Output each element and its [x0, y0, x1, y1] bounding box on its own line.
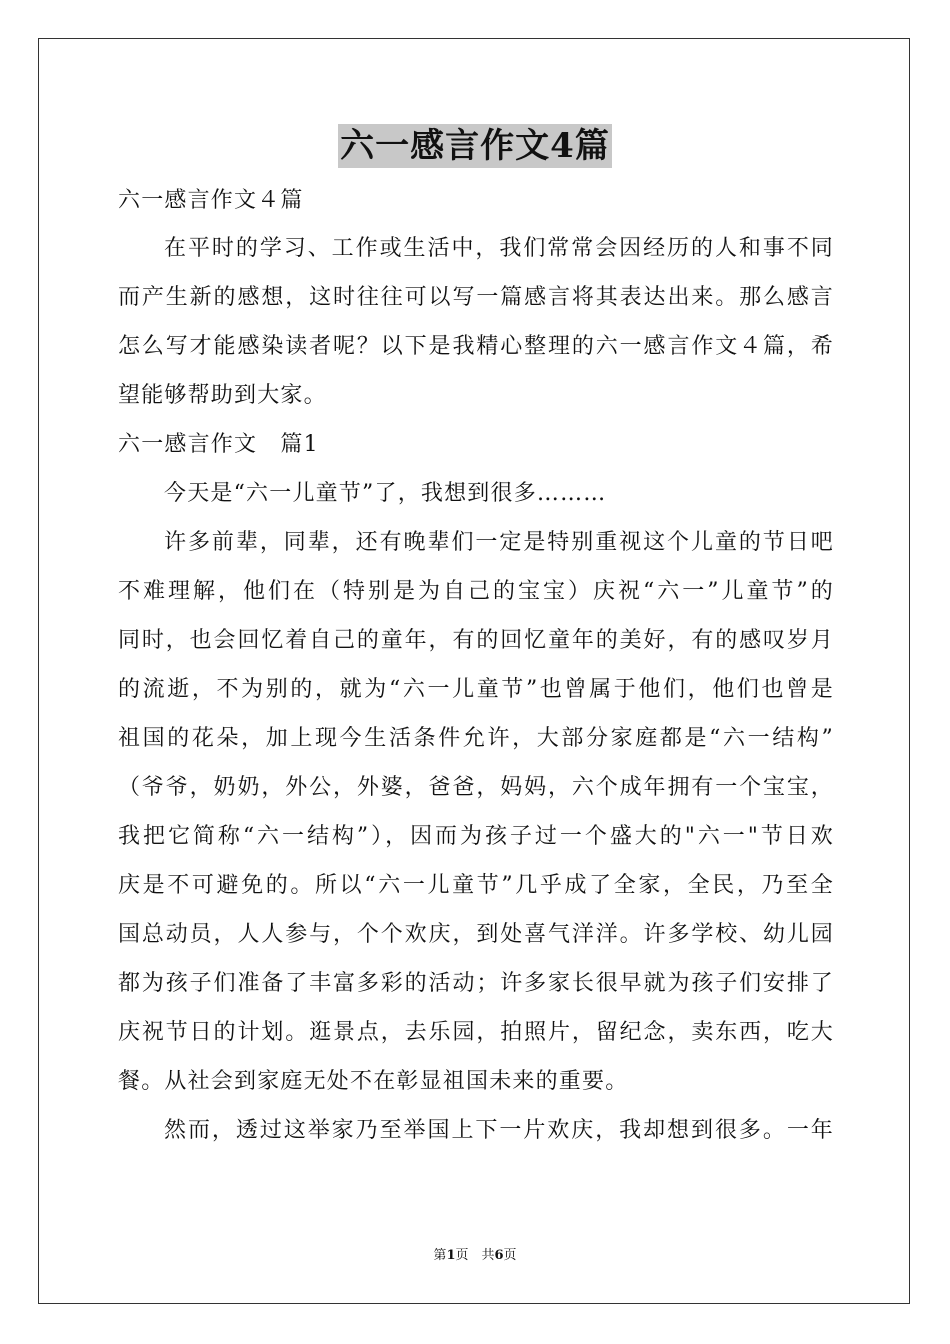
footer-page-number: 1 [446, 1248, 456, 1263]
document-body [118, 178, 834, 1155]
intro-line: 怎么写才能感染读者呢？以下是我精心整理的六一感言作文４篇，希 [118, 334, 834, 359]
paragraph-line: 的流逝，不为别的，就为“六一儿童节”也曾属于他们，他们也曾是 [118, 677, 834, 702]
footer-mid: 页 共 [455, 1248, 495, 1263]
paragraph-line: 不难理解，他们在（特别是为自己的宝宝）庆祝“六一”儿童节”的 [118, 579, 834, 604]
paragraph-line: 祖国的花朵，加上现今生活条件允许，大部分家庭都是“六一结构” [118, 726, 834, 751]
paragraph-line: 餐。从社会到家庭无处不在彰显祖国未来的重要。 [118, 1069, 629, 1094]
paragraph-line: （爷爷，奶奶，外公，外婆，爸爸，妈妈，六个成年拥有一个宝宝， [118, 775, 834, 800]
paragraph-line: 国总动员，人人参与，个个欢庆，到处喜气洋洋。许多学校、幼儿园 [118, 922, 834, 947]
paragraph-line: 庆是不可避免的。所以“六一儿童节”几乎成了全家，全民，乃至全 [118, 873, 834, 898]
intro-line: 在平时的学习、工作或生活中，我们常常会因经历的人和事不同 [164, 236, 834, 261]
paragraph-1: 今天是“六一儿童节”了，我想到很多……… [164, 481, 607, 506]
paragraph-line: 庆祝节日的计划。逛景点，去乐园，拍照片，留纪念，卖东西，吃大 [118, 1020, 834, 1045]
footer-total-pages: 6 [494, 1248, 504, 1263]
paragraph-line: 我把它简称“六一结构”），因而为孩子过一个盛大的"六一"节日欢 [118, 824, 834, 849]
section-heading: 六一感言作文 篇1 [118, 432, 319, 457]
paragraph-line: 许多前辈，同辈，还有晚辈们一定是特别重视这个儿童的节日吧 [164, 530, 834, 555]
document-subtitle: 六一感言作文４篇 [118, 188, 304, 213]
paragraph-2 [118, 518, 834, 1106]
footer-suffix: 页 [503, 1248, 517, 1263]
document-title: 六一感言作文4篇 [340, 126, 610, 166]
paragraph-line: 都为孩子们准备了丰富多彩的活动；许多家长很早就为孩子们安排了 [118, 971, 834, 996]
page-footer [0, 1246, 950, 1266]
footer-prefix: 第 [433, 1248, 447, 1263]
intro-line: 望能够帮助到大家。 [118, 383, 327, 408]
paragraph-3: 然而，透过这举家乃至举国上下一片欢庆，我却想到很多。一年 [164, 1118, 834, 1143]
intro-line: 而产生新的感想，这时往往可以写一篇感言将其表达出来。那么感言 [118, 285, 834, 310]
intro-paragraph [118, 224, 834, 420]
title-wrap [0, 124, 950, 168]
paragraph-line: 同时，也会回忆着自己的童年，有的回忆童年的美好，有的感叹岁月 [118, 628, 834, 653]
